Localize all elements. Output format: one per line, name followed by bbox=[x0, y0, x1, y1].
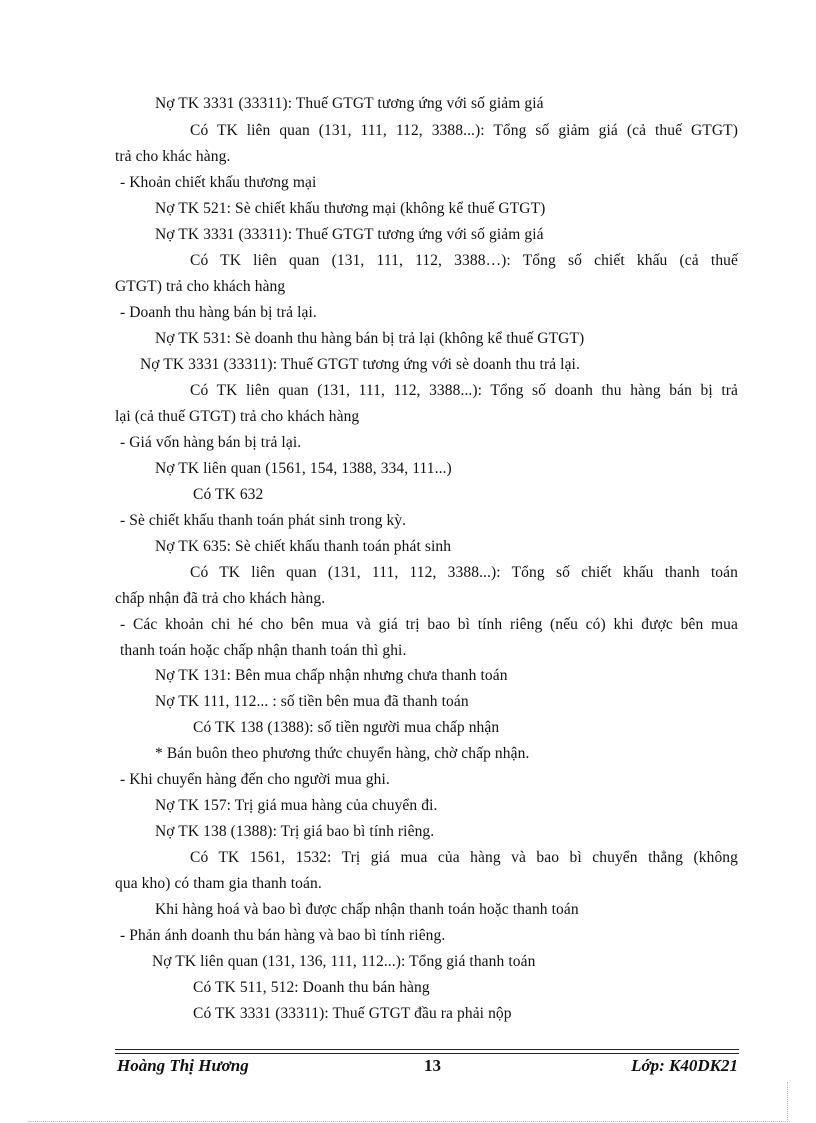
text-line: Nợ TK 157: Trị giá mua hàng của chuyển đi. bbox=[155, 797, 438, 814]
text-line: - Giá vốn hàng bán bị trả lại. bbox=[120, 434, 302, 451]
text-line: Nợ TK 131: Bên mua chấp nhận nhưng chưa thanh toán bbox=[155, 667, 508, 684]
text-line: Có TK 632 bbox=[193, 486, 264, 503]
text-line: - Sè chiết khấu thanh toán phát sinh trong kỳ. bbox=[120, 512, 407, 529]
text-line: Nợ TK 521: Sè chiết khấu thương mại (không kể thuế GTGT) bbox=[155, 200, 546, 217]
text-line: GTGT) trả cho khách hàng bbox=[115, 278, 286, 295]
text-line: - Khoản chiết khấu thương mại bbox=[120, 174, 317, 191]
text-line: chấp nhận đã trả cho khách hàng. bbox=[115, 590, 326, 607]
text-line: - Doanh thu hàng bán bị trả lại. bbox=[120, 304, 317, 321]
text-line: - Khi chuyển hàng đến cho người mua ghi. bbox=[120, 771, 390, 788]
text-line: Có TK 3331 (33311): Thuế GTGT đầu ra phải nộp bbox=[193, 1005, 512, 1022]
text-line: qua kho) có tham gia thanh toán. bbox=[115, 875, 322, 892]
text-line: Nợ TK liên quan (1561, 154, 1388, 334, 111...) bbox=[155, 460, 452, 477]
text-line: Có TK 511, 512: Doanh thu bán hàng bbox=[193, 979, 430, 996]
text-line: Nợ TK 138 (1388): Trị giá bao bì tính riêng. bbox=[155, 823, 435, 840]
text-line: Nợ TK 3331 (33311): Thuế GTGT tương ứng với sè doanh thu trả lại. bbox=[140, 356, 580, 373]
text-line: Có TK liên quan (131, 111, 112, 3388...): Tổng số giảm giá (cả thuế GTGT) bbox=[190, 122, 738, 139]
footer-rule bbox=[115, 1049, 739, 1050]
page-number: 13 bbox=[424, 1056, 441, 1075]
footer-author: Hoàng Thị Hương bbox=[117, 1056, 249, 1075]
text-line: thanh toán hoặc chấp nhận thanh toán thì ghi. bbox=[120, 642, 407, 659]
footer-rule bbox=[115, 1053, 739, 1054]
text-line: Nợ TK liên quan (131, 136, 111, 112...): Tổng giá thanh toán bbox=[152, 953, 536, 970]
text-line: trả cho khác hàng. bbox=[115, 148, 231, 165]
text-line: Có TK liên quan (131, 111, 112, 3388…): Tổng số chiết khấu (cả thuế bbox=[190, 252, 738, 269]
page-border bbox=[28, 1121, 788, 1122]
text-line: Khi hàng hoá và bao bì được chấp nhận thanh toán hoặc thanh toán bbox=[155, 901, 579, 918]
text-line: Có TK liên quan (131, 111, 112, 3388...): Tổng số chiết khấu thanh toán bbox=[190, 564, 738, 581]
text-line: Có TK 138 (1388): số tiền người mua chấp nhận bbox=[193, 719, 500, 736]
text-line: Nợ TK 3331 (33311): Thuế GTGT tương ứng với số giảm giá bbox=[155, 226, 544, 243]
footer-class: Lớp: K40DK21 bbox=[631, 1056, 738, 1075]
text-line: Có TK liên quan (131, 111, 112, 3388...): Tổng số doanh thu hàng bán bị trả bbox=[190, 382, 738, 399]
text-line: Nợ TK 635: Sè chiết khấu thanh toán phát sinh bbox=[155, 538, 452, 555]
text-line: Nợ TK 111, 112... : số tiền bên mua đã thanh toán bbox=[155, 693, 469, 710]
text-line: - Các khoản chi hé cho bên mua và giá trị bao bì tính riêng (nếu có) khi được bên mua bbox=[120, 616, 738, 633]
text-line: lại (cả thuế GTGT) trả cho khách hàng bbox=[115, 408, 360, 425]
text-line: Nợ TK 3331 (33311): Thuế GTGT tương ứng với số giảm giá bbox=[155, 95, 544, 112]
text-line: * Bán buôn theo phương thức chuyển hàng, chờ chấp nhận. bbox=[155, 745, 530, 762]
page-border bbox=[787, 1082, 788, 1122]
text-line: Có TK 1561, 1532: Trị giá mua của hàng và bao bì chuyển thẳng (không bbox=[190, 849, 738, 866]
text-line: - Phản ánh doanh thu bán hàng và bao bì tính riêng. bbox=[120, 927, 446, 944]
text-line: Nợ TK 531: Sè doanh thu hàng bán bị trả lại (không kể thuế GTGT) bbox=[155, 330, 585, 347]
